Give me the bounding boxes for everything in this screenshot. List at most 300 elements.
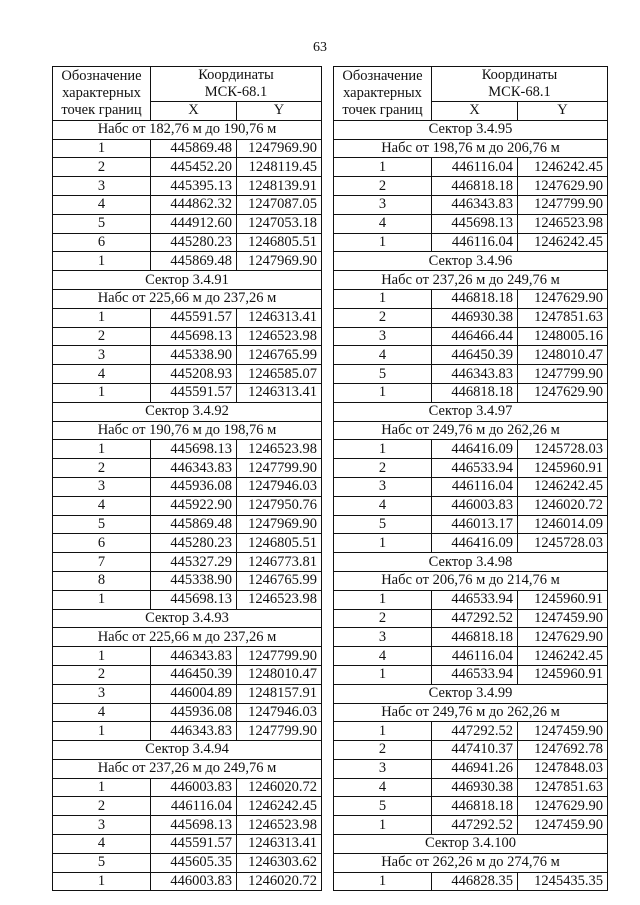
coordinates-title: Координаты <box>198 67 274 83</box>
nabs-range: Набс от 225,66 м до 237,26 м <box>53 289 322 308</box>
point-number: 1 <box>334 722 432 741</box>
table-row <box>53 853 322 872</box>
page-number: 63 <box>313 40 327 55</box>
point-number: 2 <box>53 665 151 684</box>
sector-title: Сектор 3.4.92 <box>53 402 322 421</box>
nabs-range: Набс от 262,26 м до 274,76 м <box>334 853 608 872</box>
table-row <box>53 214 322 233</box>
point-number: 3 <box>53 816 151 835</box>
table-row <box>53 816 322 835</box>
x-coordinate: 446941.26 <box>432 759 518 778</box>
x-coordinate: 447292.52 <box>432 722 518 741</box>
table-row <box>334 778 608 797</box>
table-row <box>334 459 608 478</box>
y-coordinate: 1247629.90 <box>518 177 608 196</box>
table-row <box>53 308 322 327</box>
x-coordinate: 445395.13 <box>151 177 237 196</box>
table-row <box>334 590 608 609</box>
point-number: 5 <box>53 214 151 233</box>
x-coordinate: 445327.29 <box>151 553 237 572</box>
x-coordinate: 445698.13 <box>151 816 237 835</box>
point-number: 1 <box>53 308 151 327</box>
point-number: 3 <box>53 177 151 196</box>
table-row <box>53 233 322 252</box>
point-number: 4 <box>334 647 432 666</box>
y-coordinate: 1248005.16 <box>518 327 608 346</box>
sector-title: Сектор 3.4.96 <box>334 252 608 271</box>
sector-title: Сектор 3.4.91 <box>53 271 322 290</box>
point-number: 2 <box>334 308 432 327</box>
header-row <box>334 67 608 102</box>
y-coordinate: 1247969.90 <box>237 515 322 534</box>
sector-row <box>334 120 608 139</box>
x-coordinate: 446930.38 <box>432 308 518 327</box>
nabs-row <box>334 271 608 290</box>
coordinates-header <box>432 67 608 102</box>
point-number: 1 <box>53 383 151 402</box>
y-coordinate: 1246020.72 <box>237 872 322 891</box>
y-coordinate: 1247851.63 <box>518 778 608 797</box>
y-coordinate: 1247087.05 <box>237 195 322 214</box>
x-coordinate: 446003.83 <box>151 872 237 891</box>
point-number: 1 <box>53 590 151 609</box>
y-coordinate: 1248157.91 <box>237 684 322 703</box>
table-row <box>53 703 322 722</box>
point-number: 1 <box>53 139 151 158</box>
sector-row <box>334 553 608 572</box>
table-row <box>53 571 322 590</box>
nabs-row <box>53 120 322 139</box>
point-number: 1 <box>334 440 432 459</box>
table-row <box>334 365 608 384</box>
x-coordinate: 445869.48 <box>151 139 237 158</box>
x-coordinate: 447292.52 <box>432 609 518 628</box>
x-coordinate: 446818.18 <box>432 289 518 308</box>
nabs-row <box>334 421 608 440</box>
x-coordinate: 447410.37 <box>432 741 518 760</box>
table-row <box>53 440 322 459</box>
nabs-row <box>53 289 322 308</box>
x-coordinate: 446533.94 <box>432 459 518 478</box>
nabs-row <box>53 421 322 440</box>
y-coordinate: 1246014.09 <box>518 515 608 534</box>
y-coordinate: 1247629.90 <box>518 383 608 402</box>
nabs-range: Набс от 182,76 м до 190,76 м <box>53 120 322 139</box>
nabs-range: Набс от 237,26 м до 249,76 м <box>53 759 322 778</box>
y-coordinate: 1246242.45 <box>518 158 608 177</box>
table-row <box>334 327 608 346</box>
point-number: 1 <box>334 383 432 402</box>
point-number: 4 <box>53 195 151 214</box>
coordinate-system: МСК-68.1 <box>488 84 551 100</box>
nabs-range: Набс от 190,76 м до 198,76 м <box>53 421 322 440</box>
point-number: 3 <box>53 477 151 496</box>
y-coordinate: 1247799.90 <box>237 459 322 478</box>
y-coordinate: 1245728.03 <box>518 440 608 459</box>
x-coordinate: 444862.32 <box>151 195 237 214</box>
y-coordinate: 1246523.98 <box>237 590 322 609</box>
table-row <box>53 459 322 478</box>
table-row <box>334 665 608 684</box>
table-row <box>334 233 608 252</box>
x-header: X <box>151 102 237 121</box>
nabs-row <box>53 759 322 778</box>
point-number: 5 <box>53 853 151 872</box>
table-row <box>53 590 322 609</box>
point-number: 5 <box>334 365 432 384</box>
sector-title: Сектор 3.4.100 <box>334 835 608 854</box>
x-coordinate: 445452.20 <box>151 158 237 177</box>
x-coordinate: 446343.83 <box>151 459 237 478</box>
coordinate-system: МСК-68.1 <box>204 84 268 100</box>
point-number: 1 <box>53 440 151 459</box>
table-row <box>53 383 322 402</box>
point-number: 2 <box>334 177 432 196</box>
point-number: 1 <box>53 778 151 797</box>
nabs-row <box>334 571 608 590</box>
x-coordinate: 446416.09 <box>432 440 518 459</box>
x-coordinate: 445280.23 <box>151 534 237 553</box>
designation-header <box>334 67 432 121</box>
table-row <box>334 534 608 553</box>
designation-header-line: Обозначение <box>342 67 423 84</box>
point-number: 7 <box>53 553 151 572</box>
point-number: 6 <box>53 233 151 252</box>
y-coordinate: 1246242.45 <box>518 477 608 496</box>
y-coordinate: 1246242.45 <box>518 233 608 252</box>
x-coordinate: 445280.23 <box>151 233 237 252</box>
point-number: 3 <box>334 759 432 778</box>
nabs-range: Набс от 249,76 м до 262,26 м <box>334 703 608 722</box>
point-number: 1 <box>53 647 151 666</box>
x-coordinate: 445922.90 <box>151 496 237 515</box>
designation-header-line: точек границ <box>342 101 423 118</box>
point-number: 2 <box>334 459 432 478</box>
table-row <box>53 177 322 196</box>
y-coordinate: 1246020.72 <box>237 778 322 797</box>
point-number: 4 <box>334 214 432 233</box>
x-coordinate: 446828.35 <box>432 872 518 891</box>
x-coordinate: 446116.04 <box>151 797 237 816</box>
table-row <box>53 778 322 797</box>
y-coordinate: 1246773.81 <box>237 553 322 572</box>
x-coordinate: 445605.35 <box>151 853 237 872</box>
point-number: 3 <box>334 628 432 647</box>
table-row <box>334 289 608 308</box>
table-row <box>53 515 322 534</box>
coordinates-header <box>151 67 322 102</box>
x-coordinate: 446818.18 <box>432 628 518 647</box>
y-coordinate: 1247799.90 <box>518 195 608 214</box>
y-coordinate: 1247692.78 <box>518 741 608 760</box>
x-coordinate: 445208.93 <box>151 365 237 384</box>
table-row <box>334 872 608 891</box>
point-number: 5 <box>334 515 432 534</box>
point-number: 2 <box>53 158 151 177</box>
point-number: 2 <box>53 459 151 478</box>
x-coordinate: 446343.83 <box>432 195 518 214</box>
table-row <box>334 496 608 515</box>
y-coordinate: 1247459.90 <box>518 609 608 628</box>
point-number: 2 <box>334 741 432 760</box>
point-number: 3 <box>53 684 151 703</box>
x-coordinate: 447292.52 <box>432 816 518 835</box>
sector-row <box>334 835 608 854</box>
point-number: 1 <box>334 816 432 835</box>
nabs-range: Набс от 225,66 м до 237,26 м <box>53 628 322 647</box>
y-coordinate: 1245728.03 <box>518 534 608 553</box>
nabs-row <box>53 628 322 647</box>
point-number: 1 <box>334 289 432 308</box>
nabs-range: Набс от 249,76 м до 262,26 м <box>334 421 608 440</box>
designation-header-line: Обозначение <box>61 67 142 84</box>
table-row <box>53 158 322 177</box>
y-coordinate: 1247053.18 <box>237 214 322 233</box>
x-coordinate: 446450.39 <box>151 665 237 684</box>
point-number: 5 <box>334 797 432 816</box>
x-coordinate: 446003.83 <box>151 778 237 797</box>
y-coordinate: 1248139.91 <box>237 177 322 196</box>
table-row <box>334 628 608 647</box>
sector-title: Сектор 3.4.98 <box>334 553 608 572</box>
x-coordinate: 445591.57 <box>151 835 237 854</box>
point-number: 1 <box>53 722 151 741</box>
point-number: 2 <box>334 609 432 628</box>
table-row <box>53 684 322 703</box>
y-coordinate: 1247799.90 <box>518 365 608 384</box>
y-coordinate: 1247459.90 <box>518 722 608 741</box>
point-number: 1 <box>334 158 432 177</box>
sector-title: Сектор 3.4.97 <box>334 402 608 421</box>
point-number: 3 <box>334 327 432 346</box>
point-number: 1 <box>53 872 151 891</box>
table-row <box>53 835 322 854</box>
table-row <box>334 440 608 459</box>
x-coordinate: 446533.94 <box>432 590 518 609</box>
y-coordinate: 1247799.90 <box>237 647 322 666</box>
sector-row <box>53 271 322 290</box>
table-row <box>334 797 608 816</box>
nabs-row <box>334 703 608 722</box>
y-coordinate: 1246523.98 <box>518 214 608 233</box>
nabs-range: Набс от 206,76 м до 214,76 м <box>334 571 608 590</box>
y-coordinate: 1247799.90 <box>237 722 322 741</box>
sector-title: Сектор 3.4.94 <box>53 741 322 760</box>
table-row <box>334 647 608 666</box>
table-row <box>334 177 608 196</box>
y-coordinate: 1247629.90 <box>518 628 608 647</box>
sector-title: Сектор 3.4.95 <box>334 120 608 139</box>
y-coordinate: 1246313.41 <box>237 835 322 854</box>
x-coordinate: 445591.57 <box>151 383 237 402</box>
y-coordinate: 1246523.98 <box>237 440 322 459</box>
table-row <box>334 741 608 760</box>
table-row <box>53 722 322 741</box>
x-coordinate: 446116.04 <box>432 647 518 666</box>
x-coordinate: 445869.48 <box>151 252 237 271</box>
x-coordinate: 446818.18 <box>432 177 518 196</box>
sector-title: Сектор 3.4.93 <box>53 609 322 628</box>
x-coordinate: 444912.60 <box>151 214 237 233</box>
y-coordinate: 1246313.41 <box>237 383 322 402</box>
point-number: 2 <box>53 327 151 346</box>
nabs-row <box>334 853 608 872</box>
table-row <box>53 346 322 365</box>
table-row <box>53 872 322 891</box>
x-coordinate: 446004.89 <box>151 684 237 703</box>
y-header: Y <box>518 102 608 121</box>
sector-row <box>334 684 608 703</box>
table-row <box>53 665 322 684</box>
x-coordinate: 446343.83 <box>432 365 518 384</box>
coordinates-title: Координаты <box>481 67 558 83</box>
x-coordinate: 446533.94 <box>432 665 518 684</box>
y-coordinate: 1248119.45 <box>237 158 322 177</box>
table-row <box>53 365 322 384</box>
x-coordinate: 446466.44 <box>432 327 518 346</box>
x-coordinate: 445698.13 <box>151 327 237 346</box>
table-row <box>334 477 608 496</box>
point-number: 1 <box>53 252 151 271</box>
y-coordinate: 1246765.99 <box>237 346 322 365</box>
table-row <box>53 195 322 214</box>
table-row <box>334 383 608 402</box>
x-coordinate: 446013.17 <box>432 515 518 534</box>
x-coordinate: 446416.09 <box>432 534 518 553</box>
table-row <box>334 722 608 741</box>
x-coordinate: 446818.18 <box>432 383 518 402</box>
x-coordinate: 446930.38 <box>432 778 518 797</box>
y-coordinate: 1247969.90 <box>237 252 322 271</box>
point-number: 2 <box>53 797 151 816</box>
point-number: 4 <box>53 496 151 515</box>
y-coordinate: 1246523.98 <box>237 327 322 346</box>
table-row <box>334 759 608 778</box>
nabs-range: Набс от 198,76 м до 206,76 м <box>334 139 608 158</box>
x-coordinate: 446818.18 <box>432 797 518 816</box>
y-coordinate: 1247851.63 <box>518 308 608 327</box>
x-coordinate: 445698.13 <box>432 214 518 233</box>
point-number: 3 <box>53 346 151 365</box>
y-coordinate: 1246805.51 <box>237 534 322 553</box>
y-coordinate: 1248010.47 <box>518 346 608 365</box>
point-number: 1 <box>334 534 432 553</box>
y-coordinate: 1246765.99 <box>237 571 322 590</box>
y-coordinate: 1246585.07 <box>237 365 322 384</box>
table-row <box>334 308 608 327</box>
x-coordinate: 445698.13 <box>151 590 237 609</box>
x-coordinate: 446116.04 <box>432 233 518 252</box>
y-coordinate: 1246242.45 <box>518 647 608 666</box>
coordinates-table-left <box>52 66 322 891</box>
point-number: 4 <box>53 703 151 722</box>
designation-header-line: точек границ <box>61 101 142 118</box>
table-row <box>53 647 322 666</box>
y-coordinate: 1245960.91 <box>518 665 608 684</box>
x-coordinate: 446450.39 <box>432 346 518 365</box>
table-row <box>53 534 322 553</box>
y-coordinate: 1246242.45 <box>237 797 322 816</box>
table-row <box>334 214 608 233</box>
x-coordinate: 446003.83 <box>432 496 518 515</box>
point-number: 4 <box>53 835 151 854</box>
designation-header <box>53 67 151 121</box>
x-coordinate: 446343.83 <box>151 722 237 741</box>
y-coordinate: 1247459.90 <box>518 816 608 835</box>
nabs-range: Набс от 237,26 м до 249,76 м <box>334 271 608 290</box>
point-number: 3 <box>334 477 432 496</box>
designation-header-line: характерных <box>62 84 141 101</box>
y-coordinate: 1245960.91 <box>518 590 608 609</box>
x-coordinate: 445698.13 <box>151 440 237 459</box>
y-coordinate: 1246523.98 <box>237 816 322 835</box>
sector-row <box>334 402 608 421</box>
x-coordinate: 445338.90 <box>151 346 237 365</box>
point-number: 1 <box>334 665 432 684</box>
table-row <box>334 158 608 177</box>
table-row <box>334 195 608 214</box>
x-coordinate: 445869.48 <box>151 515 237 534</box>
y-header: Y <box>237 102 322 121</box>
header-row <box>53 67 322 102</box>
y-coordinate: 1245960.91 <box>518 459 608 478</box>
x-coordinate: 445591.57 <box>151 308 237 327</box>
point-number: 4 <box>334 346 432 365</box>
x-coordinate: 445936.08 <box>151 703 237 722</box>
sector-row <box>53 402 322 421</box>
y-coordinate: 1246303.62 <box>237 853 322 872</box>
table-row <box>334 515 608 534</box>
y-coordinate: 1246805.51 <box>237 233 322 252</box>
x-coordinate: 445338.90 <box>151 571 237 590</box>
table-row <box>53 477 322 496</box>
x-header: X <box>432 102 518 121</box>
y-coordinate: 1247946.03 <box>237 703 322 722</box>
sector-row <box>53 741 322 760</box>
nabs-row <box>334 139 608 158</box>
y-coordinate: 1246020.72 <box>518 496 608 515</box>
table-row <box>53 252 322 271</box>
table-row <box>334 816 608 835</box>
table-row <box>53 139 322 158</box>
y-coordinate: 1246313.41 <box>237 308 322 327</box>
coordinates-table-right <box>333 66 608 891</box>
y-coordinate: 1247629.90 <box>518 289 608 308</box>
point-number: 4 <box>334 778 432 797</box>
point-number: 5 <box>53 515 151 534</box>
table-row <box>53 327 322 346</box>
point-number: 8 <box>53 571 151 590</box>
x-coordinate: 445936.08 <box>151 477 237 496</box>
y-coordinate: 1245435.35 <box>518 872 608 891</box>
table-row <box>53 797 322 816</box>
designation-header-line: характерных <box>343 84 422 101</box>
table-row <box>53 496 322 515</box>
sector-row <box>53 609 322 628</box>
table-row <box>334 609 608 628</box>
sector-title: Сектор 3.4.99 <box>334 684 608 703</box>
y-coordinate: 1247946.03 <box>237 477 322 496</box>
x-coordinate: 446116.04 <box>432 158 518 177</box>
y-coordinate: 1247848.03 <box>518 759 608 778</box>
y-coordinate: 1248010.47 <box>237 665 322 684</box>
point-number: 4 <box>53 365 151 384</box>
point-number: 4 <box>334 496 432 515</box>
point-number: 1 <box>334 233 432 252</box>
x-coordinate: 446343.83 <box>151 647 237 666</box>
point-number: 1 <box>334 872 432 891</box>
x-coordinate: 446116.04 <box>432 477 518 496</box>
